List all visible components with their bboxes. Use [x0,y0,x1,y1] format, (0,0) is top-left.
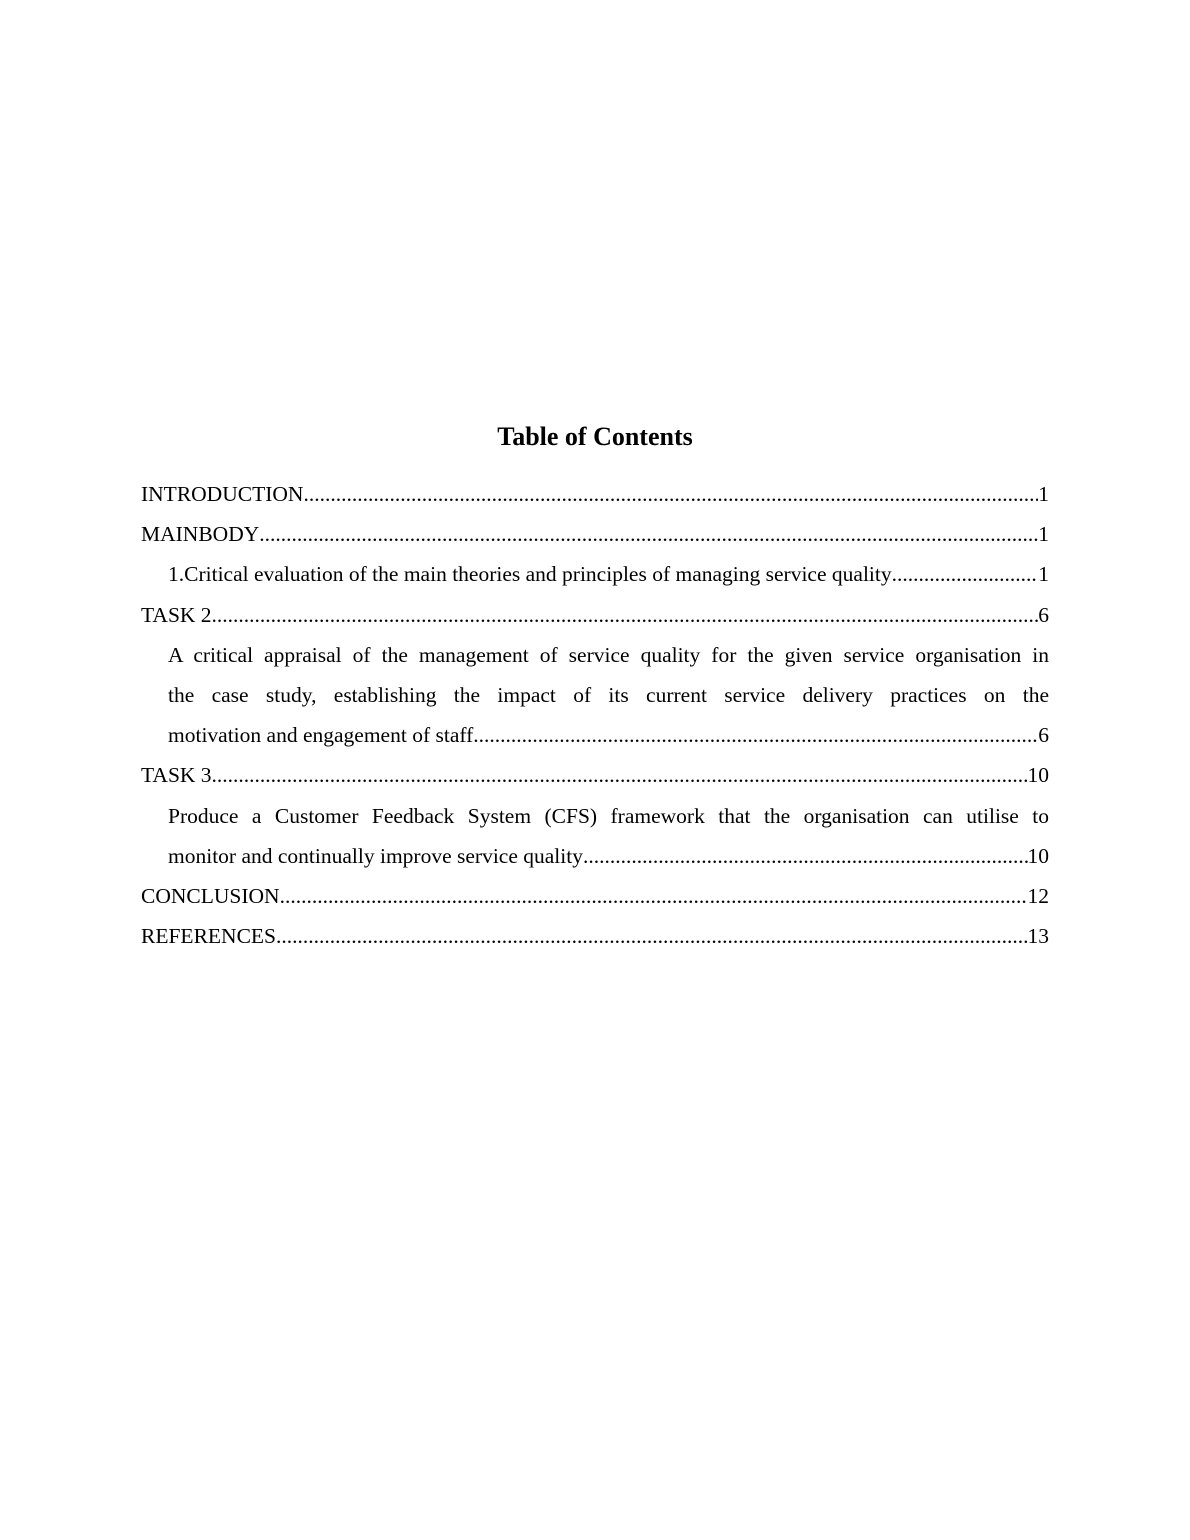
toc-page-number: 1 [1038,562,1049,587]
toc-page-number: 10 [1027,763,1049,788]
toc-entry-last-line [168,836,1049,876]
toc-entry-task-3[interactable] [141,755,1049,795]
toc-leader-dots [473,715,1038,755]
toc-entry-introduction[interactable] [141,474,1049,514]
toc-leader-dots [303,474,1038,514]
toc-entry-label: motivation and engagement of staff [168,723,474,748]
toc-page-number: 10 [1027,843,1049,868]
toc-entry-last-line [168,715,1049,755]
toc-entry-mainbody[interactable] [141,514,1049,554]
toc-entry-label: 1.Critical evaluation of the main theories and principles of managing service quality [168,562,892,587]
toc-entry-line: Produce a Customer Feedback System (CFS) framework that the organisation can utilise to [168,803,1049,828]
toc-page-number: 6 [1038,602,1049,627]
toc-entry-conclusion[interactable] [141,876,1049,916]
toc-entry-line: A critical appraisal of the management of service quality for the given service organisation in [168,642,1049,667]
toc-entry-critical-appraisal[interactable] [141,635,1049,756]
toc-leader-dots [276,916,1028,956]
toc-entry-label: TASK 3 [141,763,212,788]
toc-entry-label: REFERENCES [141,924,276,949]
toc-entry-label: INTRODUCTION [141,482,304,506]
toc-page-number: 13 [1027,924,1049,949]
toc-leader-dots [280,876,1028,916]
table-of-contents [141,474,1049,956]
toc-entry-label: MAINBODY [141,522,260,547]
toc-entry-critical-evaluation[interactable] [141,554,1049,594]
toc-leader-dots [212,595,1039,635]
toc-entry-references[interactable] [141,916,1049,956]
toc-entry-label: CONCLUSION [141,884,280,909]
toc-page-number: 1 [1038,482,1049,506]
toc-entry-line: the case study, establishing the impact of its current service delivery practices on the [168,683,1049,708]
toc-page-number: 1 [1038,522,1049,547]
toc-leader-dots [259,514,1038,554]
toc-leader-dots [212,755,1028,795]
toc-page-number: 12 [1027,884,1049,909]
toc-entry-task-2[interactable] [141,595,1049,635]
toc-page-number: 6 [1038,723,1049,748]
toc-entry-label: monitor and continually improve service quality [168,843,583,868]
toc-leader-dots [583,836,1028,876]
toc-entry-label: TASK 2 [141,602,212,627]
toc-title: Table of Contents [497,422,693,451]
toc-leader-dots [892,554,1039,594]
toc-entry-customer-feedback-system[interactable] [141,796,1049,876]
